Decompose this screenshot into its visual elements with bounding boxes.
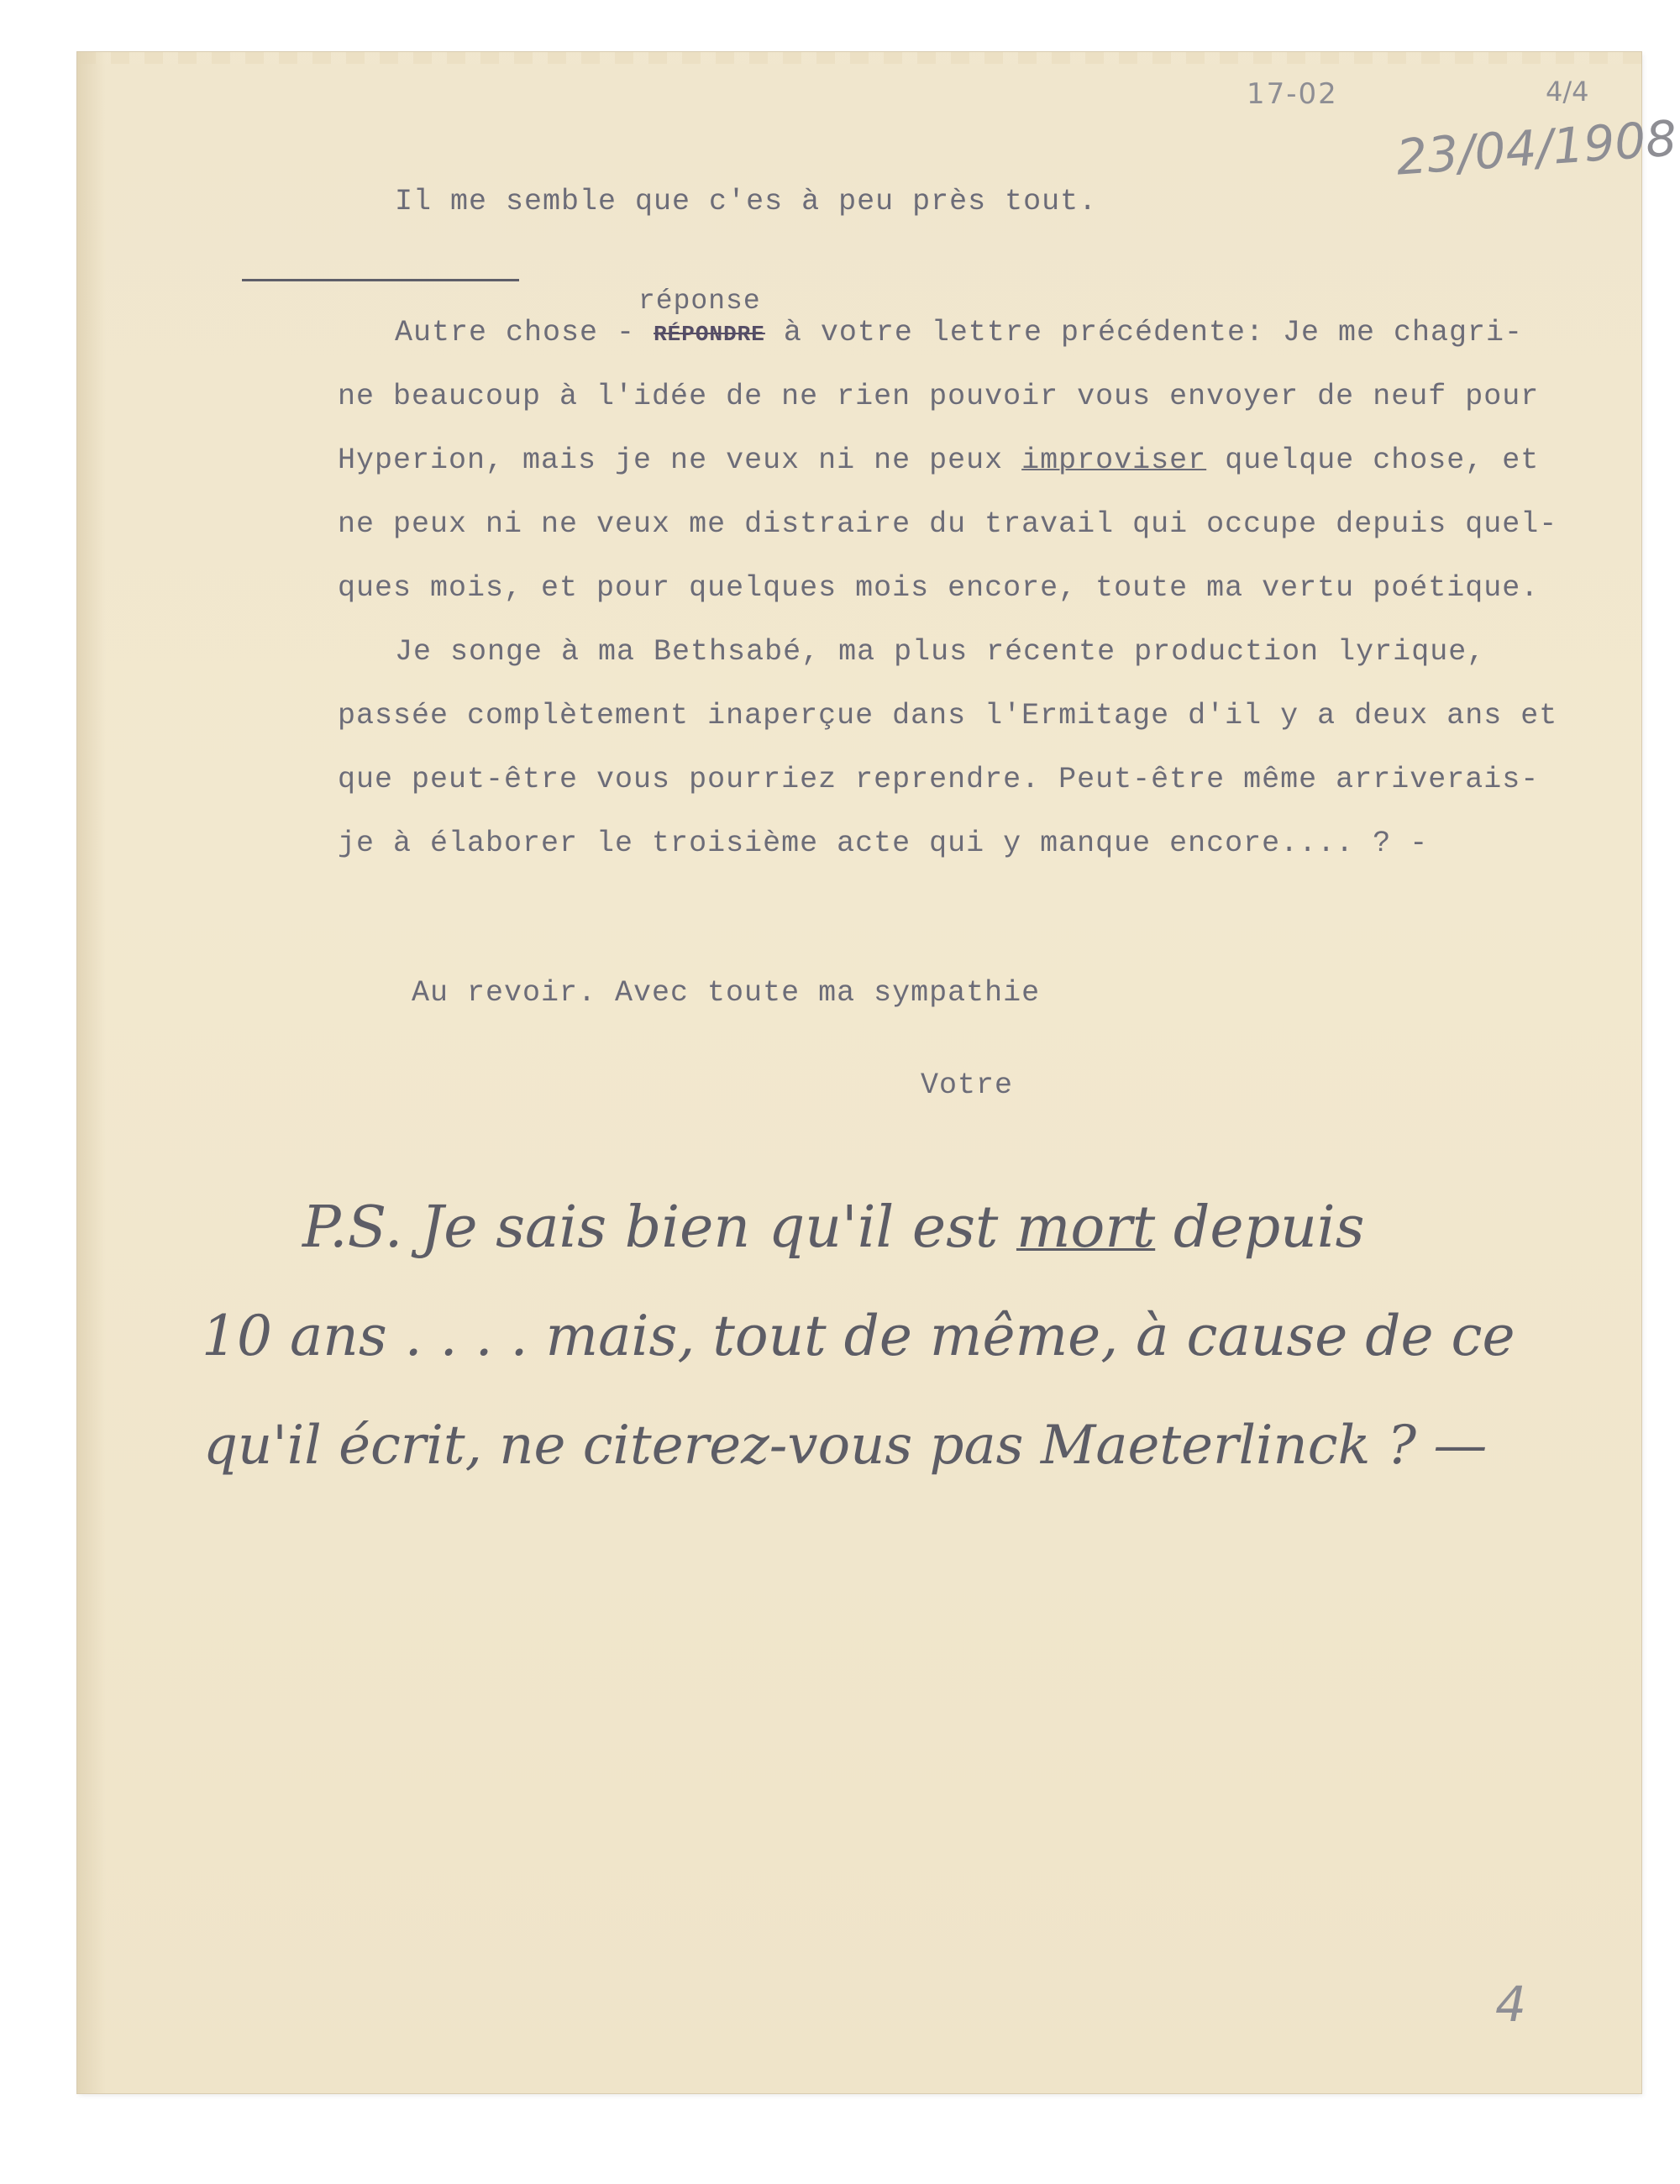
postscript-line1-start: P.S. Je sais bien qu'il est <box>302 1194 1016 1261</box>
paragraph1-line3 <box>338 444 1539 477</box>
date-annotation: 23/04/1908 <box>1394 109 1679 186</box>
separator-rule <box>242 279 519 281</box>
paragraph2-line3: que peut-être vous pourriez reprendre. Peut-être même arriverais- <box>338 763 1540 796</box>
paragraph1-line1-end: à votre lettre précédente: Je me chagri- <box>764 316 1524 349</box>
paragraph1-line2: ne beaucoup à l'idée de ne rien pouvoir vous envoyer de neuf pour <box>338 380 1540 413</box>
postscript-line2: 10 ans . . . . mais, tout de même, à cause de ce <box>202 1304 1515 1368</box>
closing-line: Au revoir. Avec toute ma sympathie <box>412 976 1041 1010</box>
page-fraction: 4/4 <box>1546 76 1589 108</box>
page-number: 4 <box>1495 1976 1526 2033</box>
postscript-line1 <box>302 1194 1365 1261</box>
paragraph2-line1: Je songe à ma Bethsabé, ma plus récente production lyrique, <box>395 635 1486 669</box>
paragraph1-line3-start: Hyperion, mais je ne veux ni ne peux <box>338 444 1022 477</box>
struck-word: RÉPONDRE <box>654 322 765 347</box>
typed-line-intro: Il me semble que c'es à peu près tout. <box>395 185 1098 218</box>
letter-page <box>77 52 1679 2093</box>
postscript-line3: qu'il écrit, ne citerez-vous pas Maeterlinck ? — <box>203 1415 1488 1477</box>
paragraph2-line4: je à élaborer le troisième acte qui y manque encore.... ? - <box>338 827 1429 860</box>
inserted-word: réponse <box>638 286 761 317</box>
paragraph2-line2: passée complètement inaperçue dans l'Ermitage d'il y a deux ans et <box>338 699 1558 732</box>
paragraph1-line1 <box>395 316 1523 349</box>
reference-number: 17-02 <box>1247 77 1338 111</box>
underlined-word-improviser: improviser <box>1021 444 1207 477</box>
signoff: Votre <box>921 1068 1014 1102</box>
paragraph1-line5: ques mois, et pour quelques mois encore, toute ma vertu poétique. <box>338 571 1540 605</box>
postscript-underlined-mort: mort <box>1016 1194 1156 1261</box>
postscript-line1-end: depuis <box>1155 1194 1365 1261</box>
paragraph1-line3-end: quelque chose, et <box>1206 444 1540 477</box>
paragraph1-line1-start: Autre chose - <box>395 316 654 349</box>
paragraph1-line4: ne peux ni ne veux me distraire du travail qui occupe depuis quel- <box>338 507 1558 541</box>
